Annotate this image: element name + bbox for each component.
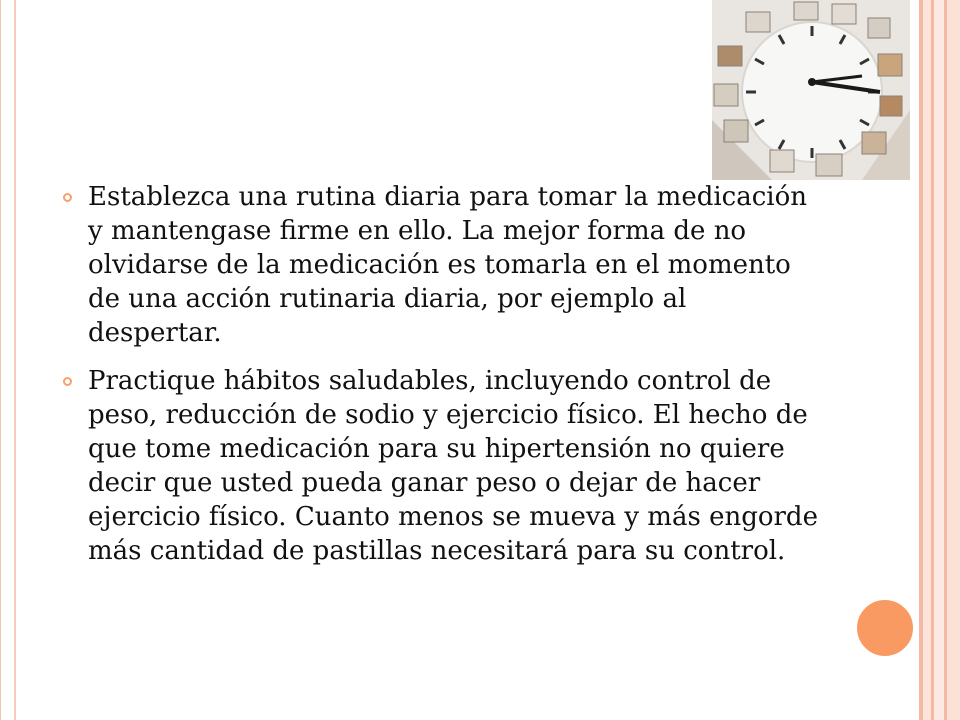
list-item xyxy=(60,180,820,350)
right-border-stripe xyxy=(934,0,944,720)
clock-with-rooms-image xyxy=(712,0,910,180)
right-border-stripe xyxy=(947,0,960,720)
bullet-circle-icon xyxy=(63,377,72,386)
left-border-line xyxy=(14,0,16,720)
list-item xyxy=(60,364,820,568)
bullet-text: Practique hábitos saludables, incluyendo control de peso, reducción de sodio y ejercicio físico. El hecho de que tome medicación para su hipertensión no quiere decir que usted pueda ganar peso o dejar de hacer ejercicio físico. Cuanto menos se mueva y más engorde más cantidad de pastillas necesitará para su control. xyxy=(88,366,818,566)
bullet-circle-icon xyxy=(63,193,72,202)
bullet-text: Establezca una rutina diaria para tomar la medicación y mantengase firme en ello. La mejor forma de no olvidarse de la medicación es tomarla en el momento de una acción rutinaria diaria, por ejemplo al despertar. xyxy=(88,182,808,348)
right-border-stripe xyxy=(923,0,931,720)
decorative-orange-circle xyxy=(855,598,915,658)
bullet-list xyxy=(60,180,820,582)
